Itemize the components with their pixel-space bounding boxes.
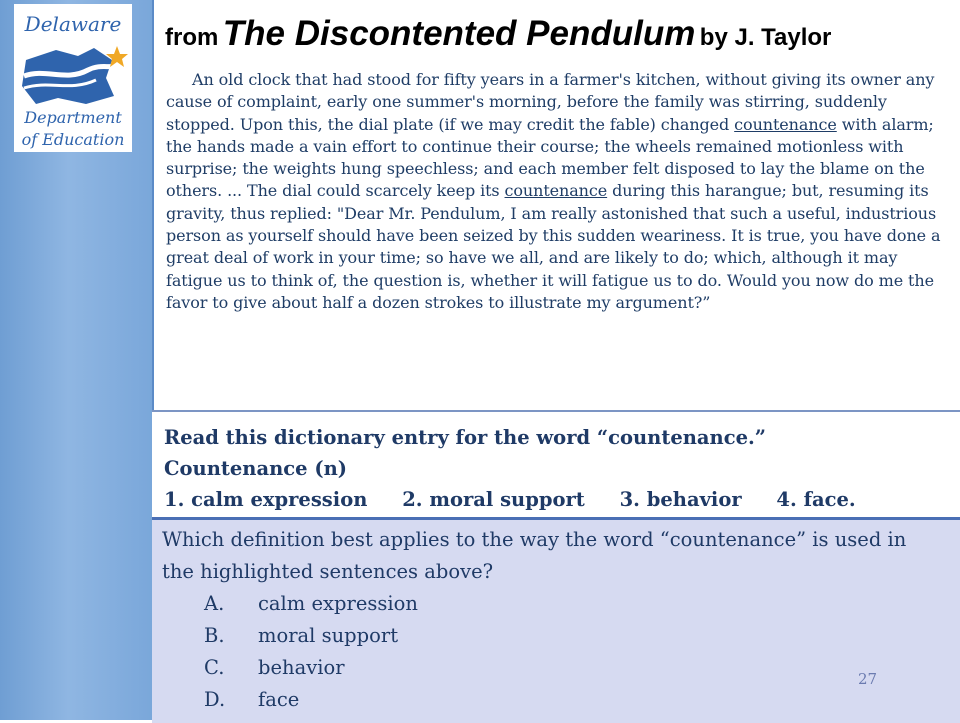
entry-instruction: Read this dictionary entry for the word “countenance.” [164, 426, 767, 449]
sidebar-panel [0, 0, 152, 720]
title-byline: by J. Taylor [699, 24, 832, 51]
delaware-map-icon [16, 38, 130, 110]
question-box [152, 517, 960, 723]
highlighted-word-1: countenance [734, 114, 837, 134]
definition-item: 1. calm expression [164, 488, 368, 511]
question-prompt: Which definition best applies to the way the word “countenance” is used in the highlighted sentences above? [162, 528, 907, 583]
option-text: behavior [258, 656, 345, 679]
passage-part-1: An old clock that had stood for fifty years in a farmer's kitchen, without giving its owner any cause of complaint, early one summer's morning, before the family was stirring, suddenly stopped. Upon this, the dial plate (if we may credit the fable) changed [166, 70, 935, 134]
title-work: The Discontented Pendulum [222, 14, 696, 53]
logo-line-department: Department [24, 108, 122, 127]
definition-list [164, 484, 856, 515]
option-letter: C. [204, 656, 225, 679]
dictionary-entry-box [152, 410, 960, 520]
option-letter: D. [204, 688, 226, 711]
option-text: moral support [258, 624, 399, 647]
option-text: face [258, 688, 300, 711]
passage-part-3: during this harangue; but, resuming its gravity, thus replied: "Dear Mr. Pendulum, I am really astonished that such a useful, industrious person as yourself should have been seized by this sudden weariness. It is true, you have done a great deal of work in your time; so have we all, and are likely to do; which, although it may fatigue us to think of, the question is, whether it will fatigue us to do. Would you now do me the favor to give about half a dozen strokes to illustrate my argument?” [166, 181, 941, 312]
option-text: calm expression [258, 592, 418, 615]
answer-option-a[interactable] [204, 592, 418, 624]
answer-option-d[interactable] [204, 688, 418, 720]
page-title [165, 14, 945, 64]
answer-option-b[interactable] [204, 624, 418, 656]
entry-headword: Countenance (n) [164, 457, 347, 480]
definition-item: 3. behavior [619, 488, 742, 511]
highlighted-word-2: countenance [504, 181, 608, 201]
delaware-doe-logo [14, 4, 132, 152]
excerpt-passage [166, 69, 952, 314]
logo-line-of-education: of Education [21, 130, 125, 149]
definition-item: 4. face. [776, 488, 856, 511]
passage-part-2: with alarm; the hands made a vain effort to continue their course; the wheels remained motionless with surprise; the weights hung speechless; and each member felt disposed to lay the blame on the others. ... The dial could scarcely keep its [166, 114, 934, 201]
title-prefix: from [165, 24, 219, 51]
page-number: 27 [858, 670, 878, 688]
definition-item: 2. moral support [402, 488, 585, 511]
answer-option-c[interactable] [204, 656, 418, 688]
answer-options [204, 592, 418, 720]
option-letter: A. [204, 592, 225, 615]
logo-line-delaware: Delaware [24, 12, 122, 36]
option-letter: B. [204, 624, 225, 647]
